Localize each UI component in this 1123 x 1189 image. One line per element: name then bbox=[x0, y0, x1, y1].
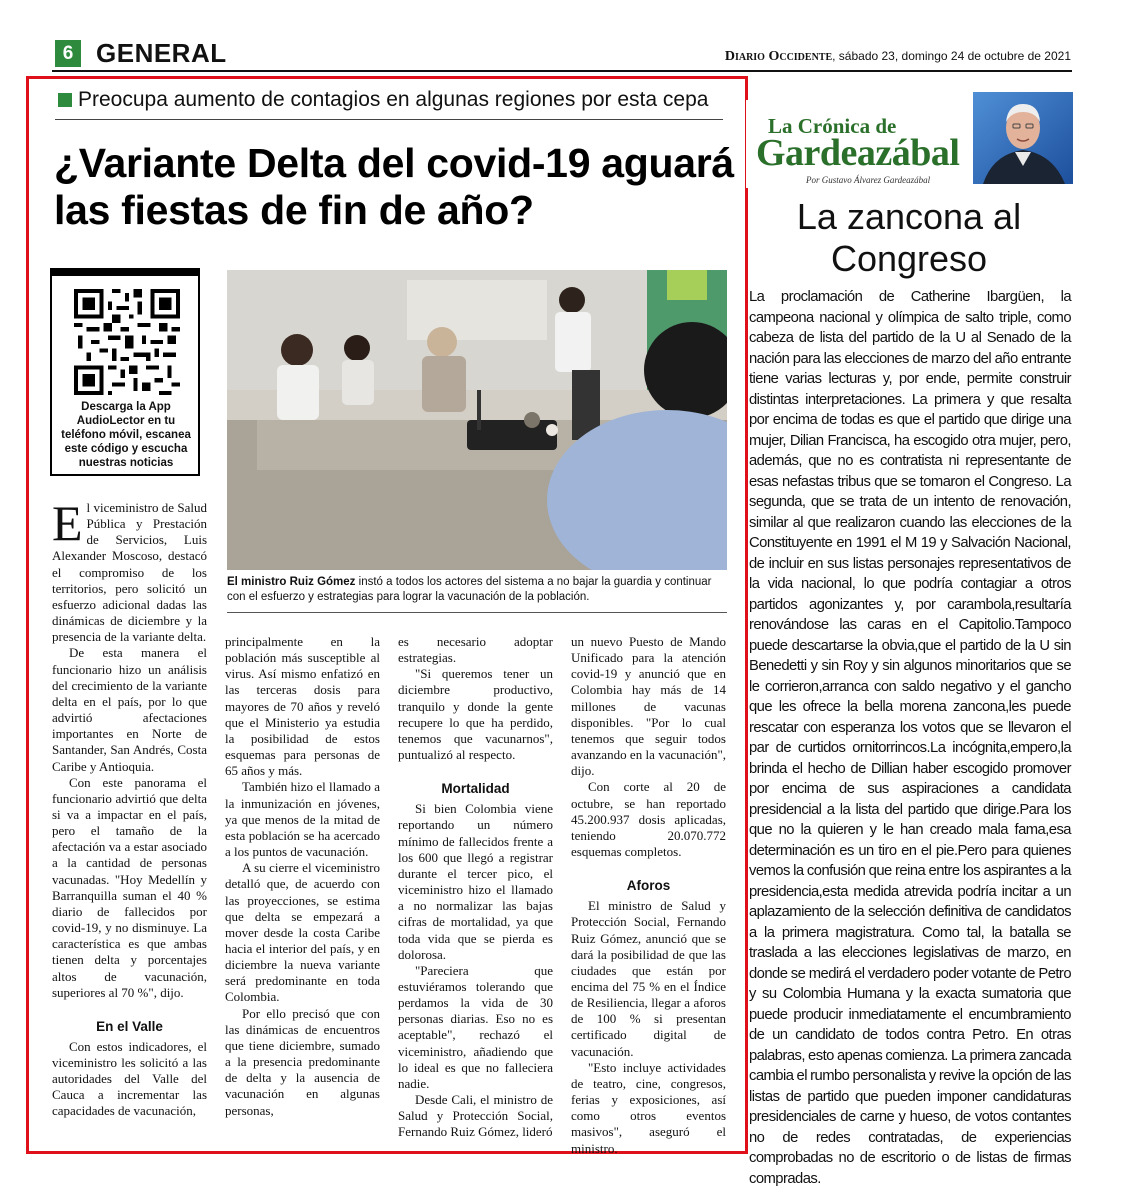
columnist-portrait bbox=[973, 92, 1073, 184]
subheading: Mortalidad bbox=[441, 781, 510, 797]
article-photo bbox=[227, 270, 727, 570]
paragraph: "Esto incluye actividades de teatro, cine, congresos, ferias y exposiciones, así como otros eventos masivos", aseguró el ministro. bbox=[571, 1059, 726, 1156]
paragraph: A su cierre el viceministro detalló que, de acuerdo con las proyecciones, se estima que delta se empezará a mover desde la costa Caribe hacia el interior del país, y en diciembre la nueva variante será predominante en toda Colombia. bbox=[225, 860, 380, 1005]
paragraph: l viceministro de Salud Pública y Prestación de Servicios, Luis Alexander Moscoso, destacó el compromiso de los territorios, pero solicitó un esfuerzo adicional dadas las dinámicas de diciembre y la presencia de la variante delta. bbox=[52, 500, 207, 645]
article-kicker: Preocupa aumento de contagios en algunas regiones por esta cepa bbox=[78, 88, 709, 111]
paragraph: un nuevo Puesto de Mando Unificado para la atención covid-19 y anunció que en Colombia hay más de 14 millones de vacunas disponibles. "Por lo cual tenemos que seguir todos avanzando en la vacunación", dijo. bbox=[571, 634, 726, 779]
subheading: En el Valle bbox=[96, 1018, 163, 1034]
publication-name: Diario Occidente bbox=[724, 49, 833, 64]
paragraph: es necesario adoptar estrategias. bbox=[398, 634, 553, 666]
article-headline: ¿Variante Delta del covid-19 aguará las fiestas de fin de año? bbox=[54, 140, 734, 233]
chronicle-byline: Por Gustavo Álvarez Gardeazábal bbox=[806, 175, 931, 185]
edition-date: , sábado 23, domingo 24 de octubre de 2021 bbox=[832, 49, 1071, 63]
paragraph: Con corte al 20 de octubre, se han reportado 45.200.937 dosis aplicadas, teniendo 20.070.772 esquemas completos. bbox=[571, 779, 726, 860]
photo-caption-text: instó a todos los actores del sistema a no bajar la guardia y continuar con el esfuerzo y estrategias para lograr la vacunación de la población. bbox=[227, 576, 712, 603]
paragraph: Si bien Colombia viene reportando un número mínimo de fallecidos frente a los 600 que llegó a registrar durante el tercer pico, el viceministro hizo el llamado a no normalizar las bajas cifras de mortalidad, ya que toda vida que se pierda es dolorosa. bbox=[398, 801, 553, 962]
paragraph: Por ello precisó que con las dinámicas de encuentros que tiene diciembre, sumado a la presencia predominante de delta y la ausencia de vacunación en algunas personas, bbox=[225, 1005, 380, 1118]
edition-line bbox=[725, 48, 1071, 65]
kicker-divider bbox=[55, 119, 723, 120]
article-column-3 bbox=[398, 634, 553, 1141]
paragraph: El ministro de Salud y Protección Social, Fernando Ruiz Gómez, anunció que se dará la posibilidad de que las ciudades que están por encima del 75 % en el Índice de Resiliencia, llegar a aforos de 100 % si presentan certificado digital de vacunación. bbox=[571, 898, 726, 1059]
paragraph: También hizo el llamado a la inmunización en jóvenes, ya que menos de la mitad de esta población se ha acercado a los puntos de vacunación. bbox=[225, 779, 380, 860]
article-column-4 bbox=[571, 634, 726, 1157]
photo-caption-lead: El ministro Ruiz Gómez bbox=[227, 576, 356, 588]
paragraph: Con estos indicadores, el viceministro les solicitó a las autoridades del Valle del Cauca a incrementar las capacidades de vacunación, bbox=[52, 1038, 207, 1119]
drop-cap: E bbox=[52, 495, 83, 551]
paragraph: "Pareciera que estuviéramos tolerando que perdamos la vida de 30 personas diarias. Eso no es aceptable", rechazó el viceministro, añadiendo que lo ideal es que no falleciera nadie. bbox=[398, 962, 553, 1091]
paragraph: Con este panorama el funcionario advirtió que delta si va a impactar en el país, pero el tamaño de la afectación va a estar asociado a la cantidad de personas vacunadas. "Hoy Medellín y Barranquilla suman el 40 % diario de fallecidos por covid-19, y no disminuye. La característica es que ambas tienen delta y porcentajes altos de vacunación, superiores al 70 %", dijo. bbox=[52, 774, 207, 1000]
photo-caption bbox=[227, 575, 727, 605]
masthead-rule bbox=[52, 70, 1072, 72]
qr-caption: Descarga la App AudioLector en tu teléfono móvil, escanea este código y escucha nuestras noticias bbox=[61, 401, 191, 469]
paragraph: "Si queremos tener un diciembre productivo, tranquilo y donde la gente recupere lo que ha perdido, tenemos que vacunarnos", puntualizó al respecto. bbox=[398, 666, 553, 763]
paragraph: De esta manera el funcionario hizo un análisis del crecimiento de la variante delta en el país, por lo que advirtió afectaciones importantes en Norte de Santander, San Andrés, Costa Caribe y Antioquia. bbox=[52, 645, 207, 774]
opinion-body bbox=[749, 287, 1071, 1189]
kicker-square-icon bbox=[58, 93, 72, 107]
chronicle-title-line-1: La Crónica de bbox=[768, 114, 897, 138]
qr-code-icon[interactable] bbox=[74, 289, 180, 395]
opinion-title: La zancona al Congreso bbox=[796, 196, 1022, 279]
page-number: 6 bbox=[55, 40, 81, 67]
article-column-1 bbox=[52, 495, 207, 1120]
caption-divider bbox=[227, 612, 727, 613]
paragraph: Desde Cali, el ministro de Salud y Protección Social, Fernando Ruiz Gómez, lideró bbox=[398, 1092, 553, 1140]
article-column-2 bbox=[225, 634, 380, 1119]
paragraph: La proclamación de Catherine Ibargüen, la campeona nacional y olímpica de salto triple, como cabeza de lista del partido de la U al Senado de la nación para las elecciones de marzo del año entrante tiene varias lecturas y, por ende, permite construir distintas interpretaciones. La primera y que resalta por encima de todas es que el partido que dirige una mujer, Dilian Francisca, ha escogido otra mujer, pero, además, que no es contratista ni representante de esas nefastas tribus que se tomaron el Congreso. La segunda, que se trata de un intento de renovación, similar al que realizaron cuando las elecciones de la Constituyente en 1991 el M 19 y Salvación Nacional, de incluir en sus listas personajes representativos de la vida nacional, lo que podría contagiar a otros partidos agonizantes y, por carambola,resultaría renovándose las caras en el Capitolio.Tampoco puede descartarse la obvia,que el partido de la U sin Benedetti y sin Roy y sin algunos minoritarios que se le corrieron,arranca con saldo negativo y el gancho que les ofrece la bella morena zancona,les puede rescatar con esperanza los votos que se llevaron el par de curtidos ornitorrincos.La incógnita,empero,la brinda el hecho de Dillian haber escogido promover por encima de sus aspiraciones a candidata presidencial a la lista del partido que dirige.Para los que no la quieren y le han creado mala fama,esa determinación es un tiro en el pie.Pero para quienes vemos la confusión que reina entre los aspirantes a la presidencia,esta medida atrevida podría incitar a un aplazamiento de la selección definitiva de candidatos a la primera magistratura. Como tal, la batalla se traslada a las elecciones legislativas de marzo, en donde se medirá el verdadero poder votante de Petro y su Colombia Humana y la exacta sumatoria que puede producir inmediatamente el encumbramiento de un candidato de todos contra Petro. En otras palabras, esto apenas comienza. La primera zancada cambia el rumbo personalista y revive la opción de las listas de partido que pueden imponer candidaturas presidenciales de carne y hueso, de votos contantes no de redes contratadas, de experiencias comprobadas no de escritorio o de listas de firmas compradas. bbox=[749, 289, 1071, 1187]
paragraph: principalmente en la población más susceptible al virus. Así mismo enfatizó en las terceras dosis para mayores de 70 años y reveló que el Ministerio ya estudia la posibilidad de estos esquemas para personas de 65 años y más. bbox=[225, 634, 380, 779]
section-title: GENERAL bbox=[96, 38, 227, 68]
chronicle-title-line-2: Gardeazábal bbox=[756, 132, 960, 174]
subheading: Aforos bbox=[626, 878, 671, 894]
